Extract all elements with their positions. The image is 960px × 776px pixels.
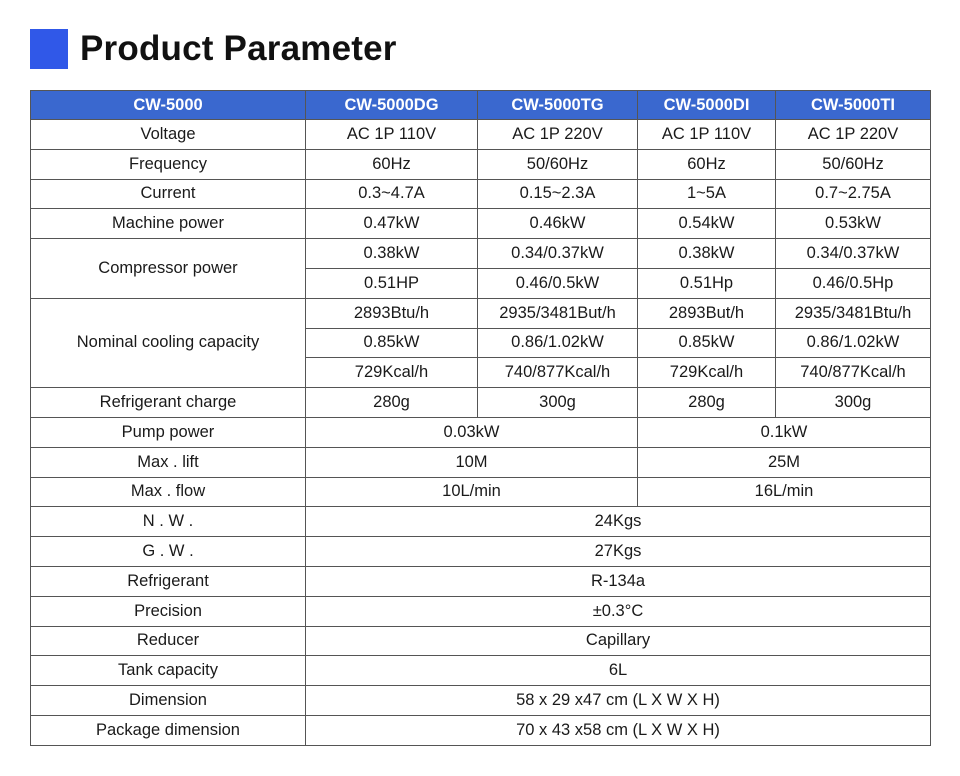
cell: 0.54kW bbox=[638, 209, 776, 239]
cell: 740/877Kcal/h bbox=[776, 358, 931, 388]
page-header bbox=[30, 29, 397, 69]
cell: 0.46kW bbox=[478, 209, 638, 239]
cell: 300g bbox=[776, 388, 931, 418]
header-row bbox=[31, 91, 931, 120]
cell: 280g bbox=[638, 388, 776, 418]
header-cell-model: CW-5000 bbox=[31, 91, 306, 120]
parameter-table bbox=[30, 90, 931, 746]
row-label: Machine power bbox=[31, 209, 306, 239]
table-row bbox=[31, 209, 931, 239]
cell: 2935/3481But/h bbox=[478, 298, 638, 328]
cell: 10M bbox=[306, 447, 638, 477]
cell: 0.47kW bbox=[306, 209, 478, 239]
cell: 6L bbox=[306, 656, 931, 686]
row-label: N . W . bbox=[31, 507, 306, 537]
cell: ±0.3°C bbox=[306, 596, 931, 626]
cell: 1~5A bbox=[638, 179, 776, 209]
cell: 729Kcal/h bbox=[306, 358, 478, 388]
cell: 50/60Hz bbox=[478, 149, 638, 179]
cell: AC 1P 220V bbox=[776, 120, 931, 150]
table-row bbox=[31, 537, 931, 567]
cell: 0.38kW bbox=[306, 239, 478, 269]
header-cell-ti: CW-5000TI bbox=[776, 91, 931, 120]
row-label: Dimension bbox=[31, 686, 306, 716]
cell: 0.51Hp bbox=[638, 268, 776, 298]
cell: 0.51HP bbox=[306, 268, 478, 298]
header-cell-dg: CW-5000DG bbox=[306, 91, 478, 120]
cell: 740/877Kcal/h bbox=[478, 358, 638, 388]
cell: AC 1P 110V bbox=[638, 120, 776, 150]
header-cell-tg: CW-5000TG bbox=[478, 91, 638, 120]
cell: 0.34/0.37kW bbox=[478, 239, 638, 269]
table-row bbox=[31, 417, 931, 447]
table-row bbox=[31, 596, 931, 626]
cell: 280g bbox=[306, 388, 478, 418]
cell: 16L/min bbox=[638, 477, 931, 507]
cell: 60Hz bbox=[306, 149, 478, 179]
header-cell-di: CW-5000DI bbox=[638, 91, 776, 120]
cell: 2935/3481Btu/h bbox=[776, 298, 931, 328]
row-label: Frequency bbox=[31, 149, 306, 179]
table-row bbox=[31, 179, 931, 209]
table-row bbox=[31, 507, 931, 537]
cell: AC 1P 220V bbox=[478, 120, 638, 150]
row-label: Refrigerant bbox=[31, 566, 306, 596]
cell: 24Kgs bbox=[306, 507, 931, 537]
cell: 10L/min bbox=[306, 477, 638, 507]
row-label: Max . flow bbox=[31, 477, 306, 507]
cell: AC 1P 110V bbox=[306, 120, 478, 150]
cell: 2893But/h bbox=[638, 298, 776, 328]
cell: 0.86/1.02kW bbox=[776, 328, 931, 358]
accent-square bbox=[30, 29, 68, 69]
cell: 0.85kW bbox=[638, 328, 776, 358]
row-label: Compressor power bbox=[31, 239, 306, 299]
cell: 50/60Hz bbox=[776, 149, 931, 179]
cell: 0.46/0.5kW bbox=[478, 268, 638, 298]
row-label: Current bbox=[31, 179, 306, 209]
table-row bbox=[31, 715, 931, 745]
cell: 0.85kW bbox=[306, 328, 478, 358]
row-label: G . W . bbox=[31, 537, 306, 567]
table-row bbox=[31, 566, 931, 596]
row-label: Refrigerant charge bbox=[31, 388, 306, 418]
table-row bbox=[31, 388, 931, 418]
cell: 70 x 43 x58 cm (L X W X H) bbox=[306, 715, 931, 745]
cell: Capillary bbox=[306, 626, 931, 656]
cell: 58 x 29 x47 cm (L X W X H) bbox=[306, 686, 931, 716]
cell: 0.34/0.37kW bbox=[776, 239, 931, 269]
cell: R-134a bbox=[306, 566, 931, 596]
table-row bbox=[31, 120, 931, 150]
cell: 0.38kW bbox=[638, 239, 776, 269]
cell: 729Kcal/h bbox=[638, 358, 776, 388]
cell: 27Kgs bbox=[306, 537, 931, 567]
cell: 0.03kW bbox=[306, 417, 638, 447]
row-label: Package dimension bbox=[31, 715, 306, 745]
table-row bbox=[31, 447, 931, 477]
row-label: Precision bbox=[31, 596, 306, 626]
row-label: Max . lift bbox=[31, 447, 306, 477]
cell: 25M bbox=[638, 447, 931, 477]
page-title: Product Parameter bbox=[80, 29, 397, 68]
table-row bbox=[31, 656, 931, 686]
cell: 0.46/0.5Hp bbox=[776, 268, 931, 298]
table-row bbox=[31, 626, 931, 656]
row-label: Reducer bbox=[31, 626, 306, 656]
cell: 60Hz bbox=[638, 149, 776, 179]
cell: 300g bbox=[478, 388, 638, 418]
cell: 0.7~2.75A bbox=[776, 179, 931, 209]
table-row bbox=[31, 149, 931, 179]
row-label: Voltage bbox=[31, 120, 306, 150]
cell: 0.1kW bbox=[638, 417, 931, 447]
cell: 0.53kW bbox=[776, 209, 931, 239]
table-row bbox=[31, 686, 931, 716]
row-label: Nominal cooling capacity bbox=[31, 298, 306, 387]
cell: 0.15~2.3A bbox=[478, 179, 638, 209]
cell: 0.86/1.02kW bbox=[478, 328, 638, 358]
cell: 0.3~4.7A bbox=[306, 179, 478, 209]
table-row bbox=[31, 298, 931, 328]
row-label: Tank capacity bbox=[31, 656, 306, 686]
cell: 2893Btu/h bbox=[306, 298, 478, 328]
row-label: Pump power bbox=[31, 417, 306, 447]
table-row bbox=[31, 477, 931, 507]
table-row bbox=[31, 239, 931, 269]
